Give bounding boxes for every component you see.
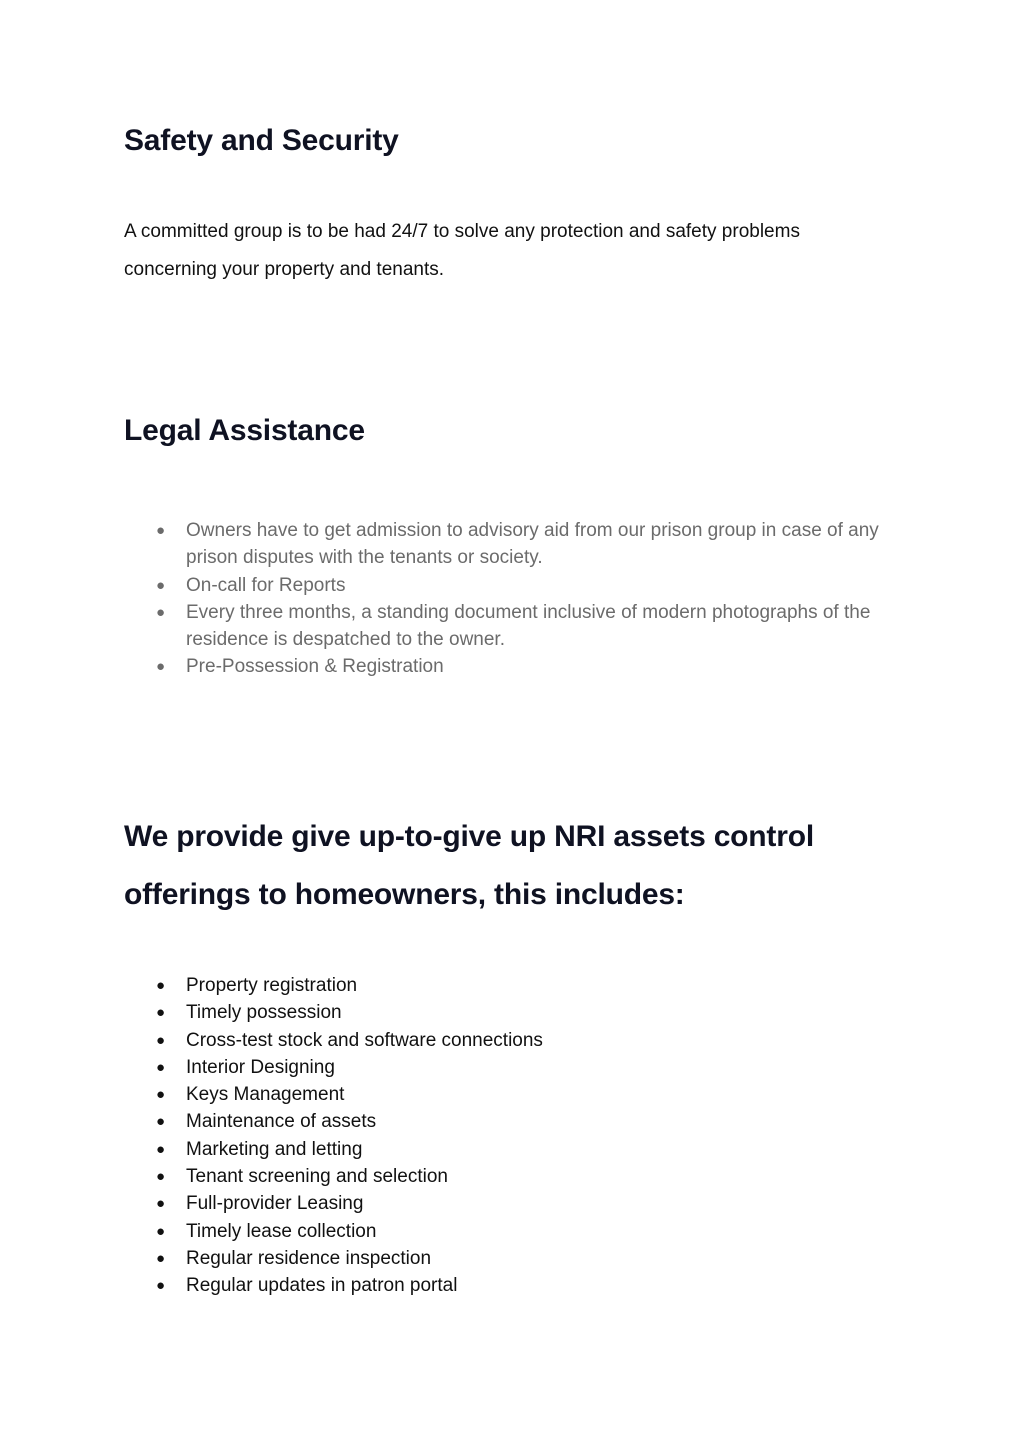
list-item bbox=[124, 999, 824, 1026]
bullet-icon: ● bbox=[156, 1140, 166, 1158]
bullet-icon: ● bbox=[156, 1195, 166, 1213]
bullet-icon: ● bbox=[156, 1277, 166, 1295]
list-item bbox=[124, 653, 914, 680]
list-item-text: Every three months, a standing document inclusive of modern photographs of the residence is despatched to the owner. bbox=[186, 601, 871, 651]
list-item bbox=[124, 517, 914, 572]
list-item bbox=[124, 1054, 824, 1081]
list-item bbox=[124, 1218, 824, 1245]
bullet-icon: ● bbox=[156, 658, 166, 676]
list-item bbox=[124, 1108, 824, 1135]
list-item bbox=[124, 972, 824, 999]
list-item bbox=[124, 1190, 824, 1217]
list-item-text: Property registration bbox=[186, 975, 358, 996]
list-item-text: Cross-test stock and software connections bbox=[186, 1029, 543, 1051]
bullet-icon: ● bbox=[156, 603, 166, 621]
bullet-icon: ● bbox=[156, 522, 166, 539]
bullet-icon: ● bbox=[156, 576, 166, 594]
services-list bbox=[124, 972, 824, 1300]
list-item-text: Marketing and letting bbox=[186, 1138, 363, 1160]
bullet-icon: ● bbox=[156, 977, 166, 994]
list-item-text: Pre-Possession & Registration bbox=[186, 656, 444, 678]
legal-heading: Legal Assistance bbox=[124, 414, 365, 447]
list-item-text: Tenant screening and selection bbox=[186, 1166, 448, 1188]
bullet-icon: ● bbox=[156, 1004, 166, 1022]
services-heading: We provide give up-to-give up NRI assets control offerings to homeowners, this includes: bbox=[124, 820, 814, 911]
bullet-icon: ● bbox=[156, 1058, 166, 1076]
list-item-text: Regular residence inspection bbox=[186, 1247, 432, 1269]
list-item-text: On-call for Reports bbox=[186, 574, 346, 596]
bullet-icon: ● bbox=[156, 1086, 166, 1104]
legal-list bbox=[124, 517, 914, 681]
list-item bbox=[124, 599, 914, 654]
list-item bbox=[124, 1272, 824, 1299]
bullet-icon: ● bbox=[156, 1113, 166, 1131]
list-item-text: Maintenance of assets bbox=[186, 1111, 377, 1133]
list-item-text: Regular updates in patron portal bbox=[186, 1275, 458, 1297]
list-item bbox=[124, 1136, 824, 1163]
list-item bbox=[124, 1245, 824, 1272]
list-item bbox=[124, 572, 914, 599]
list-item-text: Interior Designing bbox=[186, 1056, 335, 1078]
bullet-icon: ● bbox=[156, 1031, 166, 1049]
list-item bbox=[124, 1027, 824, 1054]
list-item-text: Timely lease collection bbox=[186, 1220, 377, 1242]
safety-paragraph: A committed group is to be had 24/7 to solve any protection and safety problems concerning your property and tenants. bbox=[124, 221, 800, 280]
list-item-text: Timely possession bbox=[186, 1002, 342, 1024]
bullet-icon: ● bbox=[156, 1168, 166, 1186]
list-item-text: Keys Management bbox=[186, 1084, 345, 1106]
list-item-text: Owners have to get admission to advisory aid from our prison group in case of any prison disputes with the tenants or society. bbox=[186, 520, 879, 569]
safety-heading: Safety and Security bbox=[124, 124, 399, 157]
list-item-text: Full-provider Leasing bbox=[186, 1193, 364, 1215]
list-item bbox=[124, 1163, 824, 1190]
bullet-icon: ● bbox=[156, 1222, 166, 1240]
bullet-icon: ● bbox=[156, 1249, 166, 1267]
list-item bbox=[124, 1081, 824, 1108]
